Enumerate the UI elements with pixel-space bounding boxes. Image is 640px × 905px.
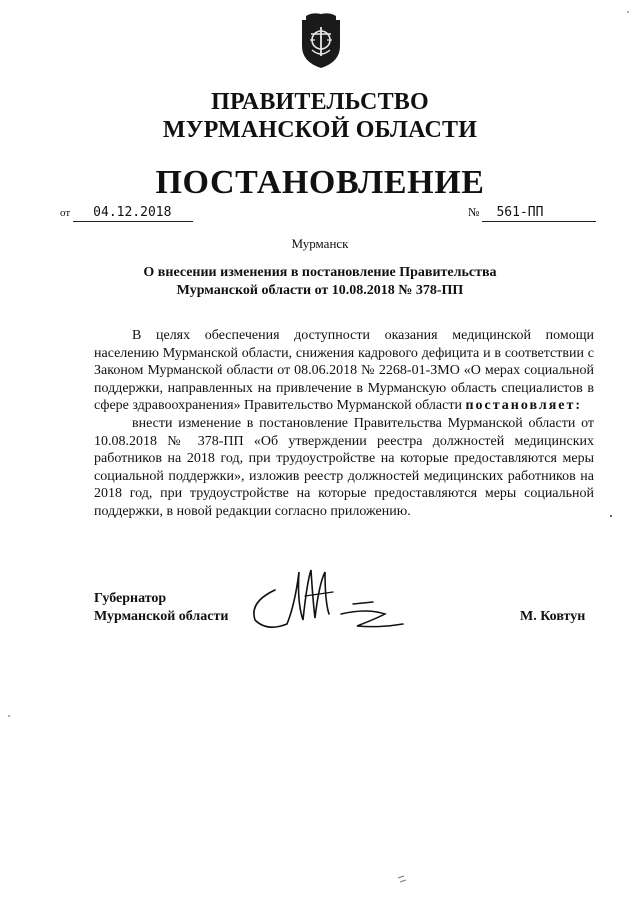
handwritten-signature-icon bbox=[245, 562, 415, 640]
scan-speck bbox=[606, 512, 616, 520]
date-field: 04.12.2018 bbox=[73, 205, 193, 222]
coat-of-arms-icon bbox=[298, 12, 344, 70]
body-paragraph-2: внести изменение в постановление Правительства Мурманской области от 10.08.2018 № 378-ПП «Об утверждении реестра должностей медицинских работников на 2018 год, при трудоустройстве на которые предоставляются меры социальной поддержки», изложив реестр должностей медицинских работников на 2018 год, при трудоустройстве на которые предоставляются меры социальной поддержки, в новой редакции согласно приложению. bbox=[94, 415, 594, 519]
number-field: 561-ПП bbox=[482, 205, 596, 222]
signatory-position-line1: Губернатор bbox=[94, 591, 167, 606]
document-subject bbox=[100, 264, 540, 300]
resolution-keyword: постановляет: bbox=[465, 398, 583, 414]
signatory-position-line2: Мурманской области bbox=[94, 609, 229, 624]
government-title-line2: МУРМАНСКОЙ ОБЛАСТИ bbox=[162, 117, 478, 143]
body-paragraph-1-text: В целях обеспечения доступности оказания медицинской помощи населению Мурманской области, снижения кадрового дефицита и в соответствии с Законом Мурманской области от 08.06.2018 № 2268-01-ЗМО «О мерах социальной поддержки, направленных на привлечение в Мурманскую область специалистов в сфере здравоохранения» Правительство Мурманской области bbox=[94, 328, 594, 414]
government-title bbox=[0, 88, 640, 144]
date-prefix: от bbox=[60, 207, 71, 219]
scan-speck bbox=[624, 8, 632, 16]
document-body bbox=[94, 327, 594, 521]
body-paragraph-1 bbox=[94, 327, 594, 415]
number-prefix: № bbox=[468, 205, 480, 219]
signatory-name: М. Ковтун bbox=[520, 609, 586, 624]
subject-line1: О внесении изменения в постановление Правительства bbox=[143, 265, 497, 280]
signatory-position bbox=[94, 590, 228, 626]
number-row bbox=[468, 205, 596, 222]
government-title-line1: ПРАВИТЕЛЬСТВО bbox=[211, 89, 429, 115]
document-type: ПОСТАНОВЛЕНИЕ bbox=[155, 164, 485, 201]
scan-speck bbox=[396, 874, 410, 886]
date-row bbox=[60, 205, 193, 222]
scan-speck bbox=[6, 712, 12, 720]
city-name: Мурманск bbox=[291, 236, 349, 251]
subject-line2: Мурманской области от 10.08.2018 № 378-ПП bbox=[176, 283, 464, 298]
